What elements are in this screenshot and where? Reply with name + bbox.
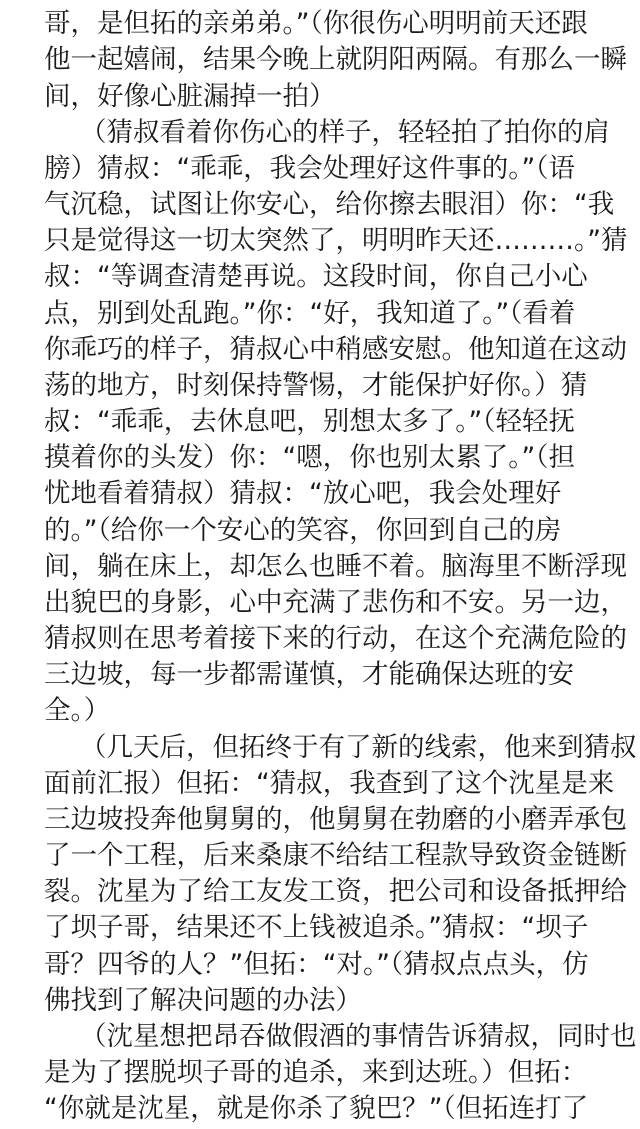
text-line: 叔：“等调查清楚再说。这段时间，你自己小心 (44, 261, 588, 292)
text-line: 叔：“乖乖，去休息吧，别想太多了。”（轻轻抚 (44, 406, 575, 437)
text-line: 膀）猜叔：“乖乖，我会处理好这件事的。”（语 (44, 153, 575, 184)
text-line: 你乖巧的样子，猜叔心中稍感安慰。他知道在这动 (44, 334, 627, 365)
text-line: 出貌巴的身影，心中充满了悲伤和不安。另一边， (44, 587, 627, 618)
text-line: 佛找到了解决问题的办法） (44, 985, 362, 1016)
text-line: 猜叔则在思考着接下来的行动，在这个充满危险的 (44, 623, 627, 654)
text-line: 的。”（给你一个安心的笑容，你回到自己的房 (44, 515, 562, 546)
text-line: （猜叔看着你伤心的样子，轻轻拍了拍你的肩 (80, 117, 610, 148)
text-line: 哥，是但拓的亲弟弟。”（你很伤心明明前天还跟 (44, 8, 588, 39)
text-line: 间，好像心脏漏掉一拍） (44, 81, 336, 112)
text-line: 全。） (44, 695, 111, 726)
text-line: （沈星想把昂吞做假酒的事情告诉猜叔，同时也 (80, 1021, 637, 1052)
text-line: 间，躺在床上，却怎么也睡不着。脑海里不断浮现 (44, 551, 627, 582)
text-line: 荡的地方，时刻保持警惕，才能保护好你。）猜 (44, 370, 588, 401)
text-line: 三边坡，每一步都需谨慎，才能确保达班的安 (44, 659, 574, 690)
text-line: 是为了摆脱坝子哥的追杀，来到达班。）但拓： (44, 1057, 588, 1088)
text-line: 裂。沈星为了给工友发工资，把公司和设备抵押给 (44, 876, 627, 907)
text-line: 忧地看着猜叔）猜叔：“放心吧，我会处理好 (44, 478, 562, 509)
text-line: （几天后，但拓终于有了新的线索，他来到猜叔 (80, 732, 637, 763)
text-line: 气沉稳，试图让你安心，给你擦去眼泪）你：“我 (44, 189, 615, 220)
text-line: 三边坡投奔他舅舅的，他舅舅在勃磨的小磨弄承包 (44, 804, 627, 835)
text-line: 只是觉得这一切太突然了，明明昨天还………。”猜 (44, 225, 628, 256)
text-line: 摸着你的头发）你：“嗯，你也别太累了。”（担 (44, 442, 575, 473)
text-line: 了坝子哥，结果还不上钱被追杀。”猜叔：“坝子 (44, 912, 589, 943)
text-line: 点，别到处乱跑。”你：“好，我知道了。”（看着 (44, 298, 576, 329)
text-line: “你就是沈星，就是你杀了貌巴？”（但拓连打了 (44, 1093, 589, 1124)
text-line: 他一起嬉闹，结果今晚上就阴阳两隔。有那么一瞬 (44, 44, 627, 75)
text-line: 了一个工程，后来桑康不给结工程款导致资金链断 (44, 840, 627, 871)
text-line: 哥？四爷的人？”但拓：“对。”（猜叔点点头，仿 (44, 949, 589, 980)
text-line: 面前汇报）但拓：“猜叔，我查到了这个沈星是来 (44, 768, 615, 799)
